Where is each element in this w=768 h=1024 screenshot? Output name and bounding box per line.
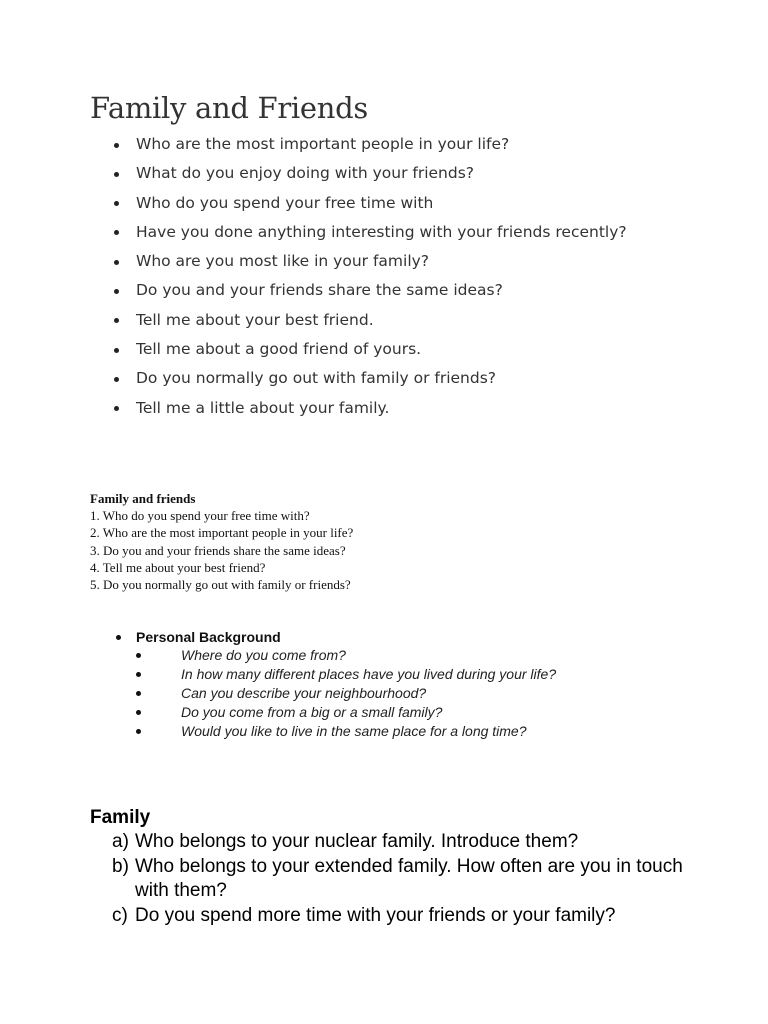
section4-question-list [112, 830, 712, 928]
list-item [112, 855, 712, 904]
section4-title: Family [90, 807, 151, 828]
list-item: Tell me about a good friend of yours. [112, 335, 627, 364]
section2-title: Family and friends [90, 491, 196, 506]
list-item-text: Who belongs to your nuclear family. Introduce them? [135, 831, 579, 852]
list-marker: c) [112, 904, 128, 926]
list-item: Would you like to live in the same place for a long time? [134, 722, 556, 741]
section2-question-list [90, 507, 353, 593]
section3-question-list [134, 646, 556, 741]
list-item: Do you and your friends share the same ideas? [112, 276, 627, 305]
section3-heading: Personal Background [112, 628, 281, 646]
list-item: Where do you come from? [134, 646, 556, 665]
section1-title: Family and Friends [90, 91, 368, 125]
list-marker: a) [112, 831, 129, 852]
list-item: Do you come from a big or a small family? [134, 703, 556, 722]
list-item: Can you describe your neighbourhood? [134, 684, 556, 703]
section2-block [90, 490, 353, 593]
list-item: 2. Who are the most important people in your life? [90, 525, 354, 541]
list-item: Who do you spend your free time with [112, 189, 627, 218]
list-item: Who are you most like in your family? [112, 247, 627, 276]
list-item: What do you enjoy doing with your friends? [112, 159, 627, 188]
list-marker: b) [112, 855, 129, 877]
list-item: Who are the most important people in your life? [112, 130, 627, 159]
list-item-text: Do you spend more time with your friends or your family? [135, 904, 616, 926]
list-item-text: Who belongs to your extended family. How often are you in touch with them? [135, 855, 683, 901]
list-item: 3. Do you and your friends share the same ideas? [90, 542, 346, 558]
list-item: 5. Do you normally go out with family or friends? [90, 577, 351, 593]
list-item: 4. Tell me about your best friend? [90, 559, 266, 575]
list-item: Tell me a little about your family. [112, 394, 627, 423]
list-item: 1. Who do you spend your free time with? [90, 508, 310, 524]
section1-question-list [112, 130, 627, 423]
list-item [112, 830, 712, 855]
list-item: Have you done anything interesting with your friends recently? [112, 218, 627, 247]
list-item: In how many different places have you lived during your life? [134, 665, 556, 684]
list-item: Tell me about your best friend. [112, 306, 627, 335]
list-item: Do you normally go out with family or friends? [112, 364, 627, 393]
list-item [112, 904, 712, 929]
